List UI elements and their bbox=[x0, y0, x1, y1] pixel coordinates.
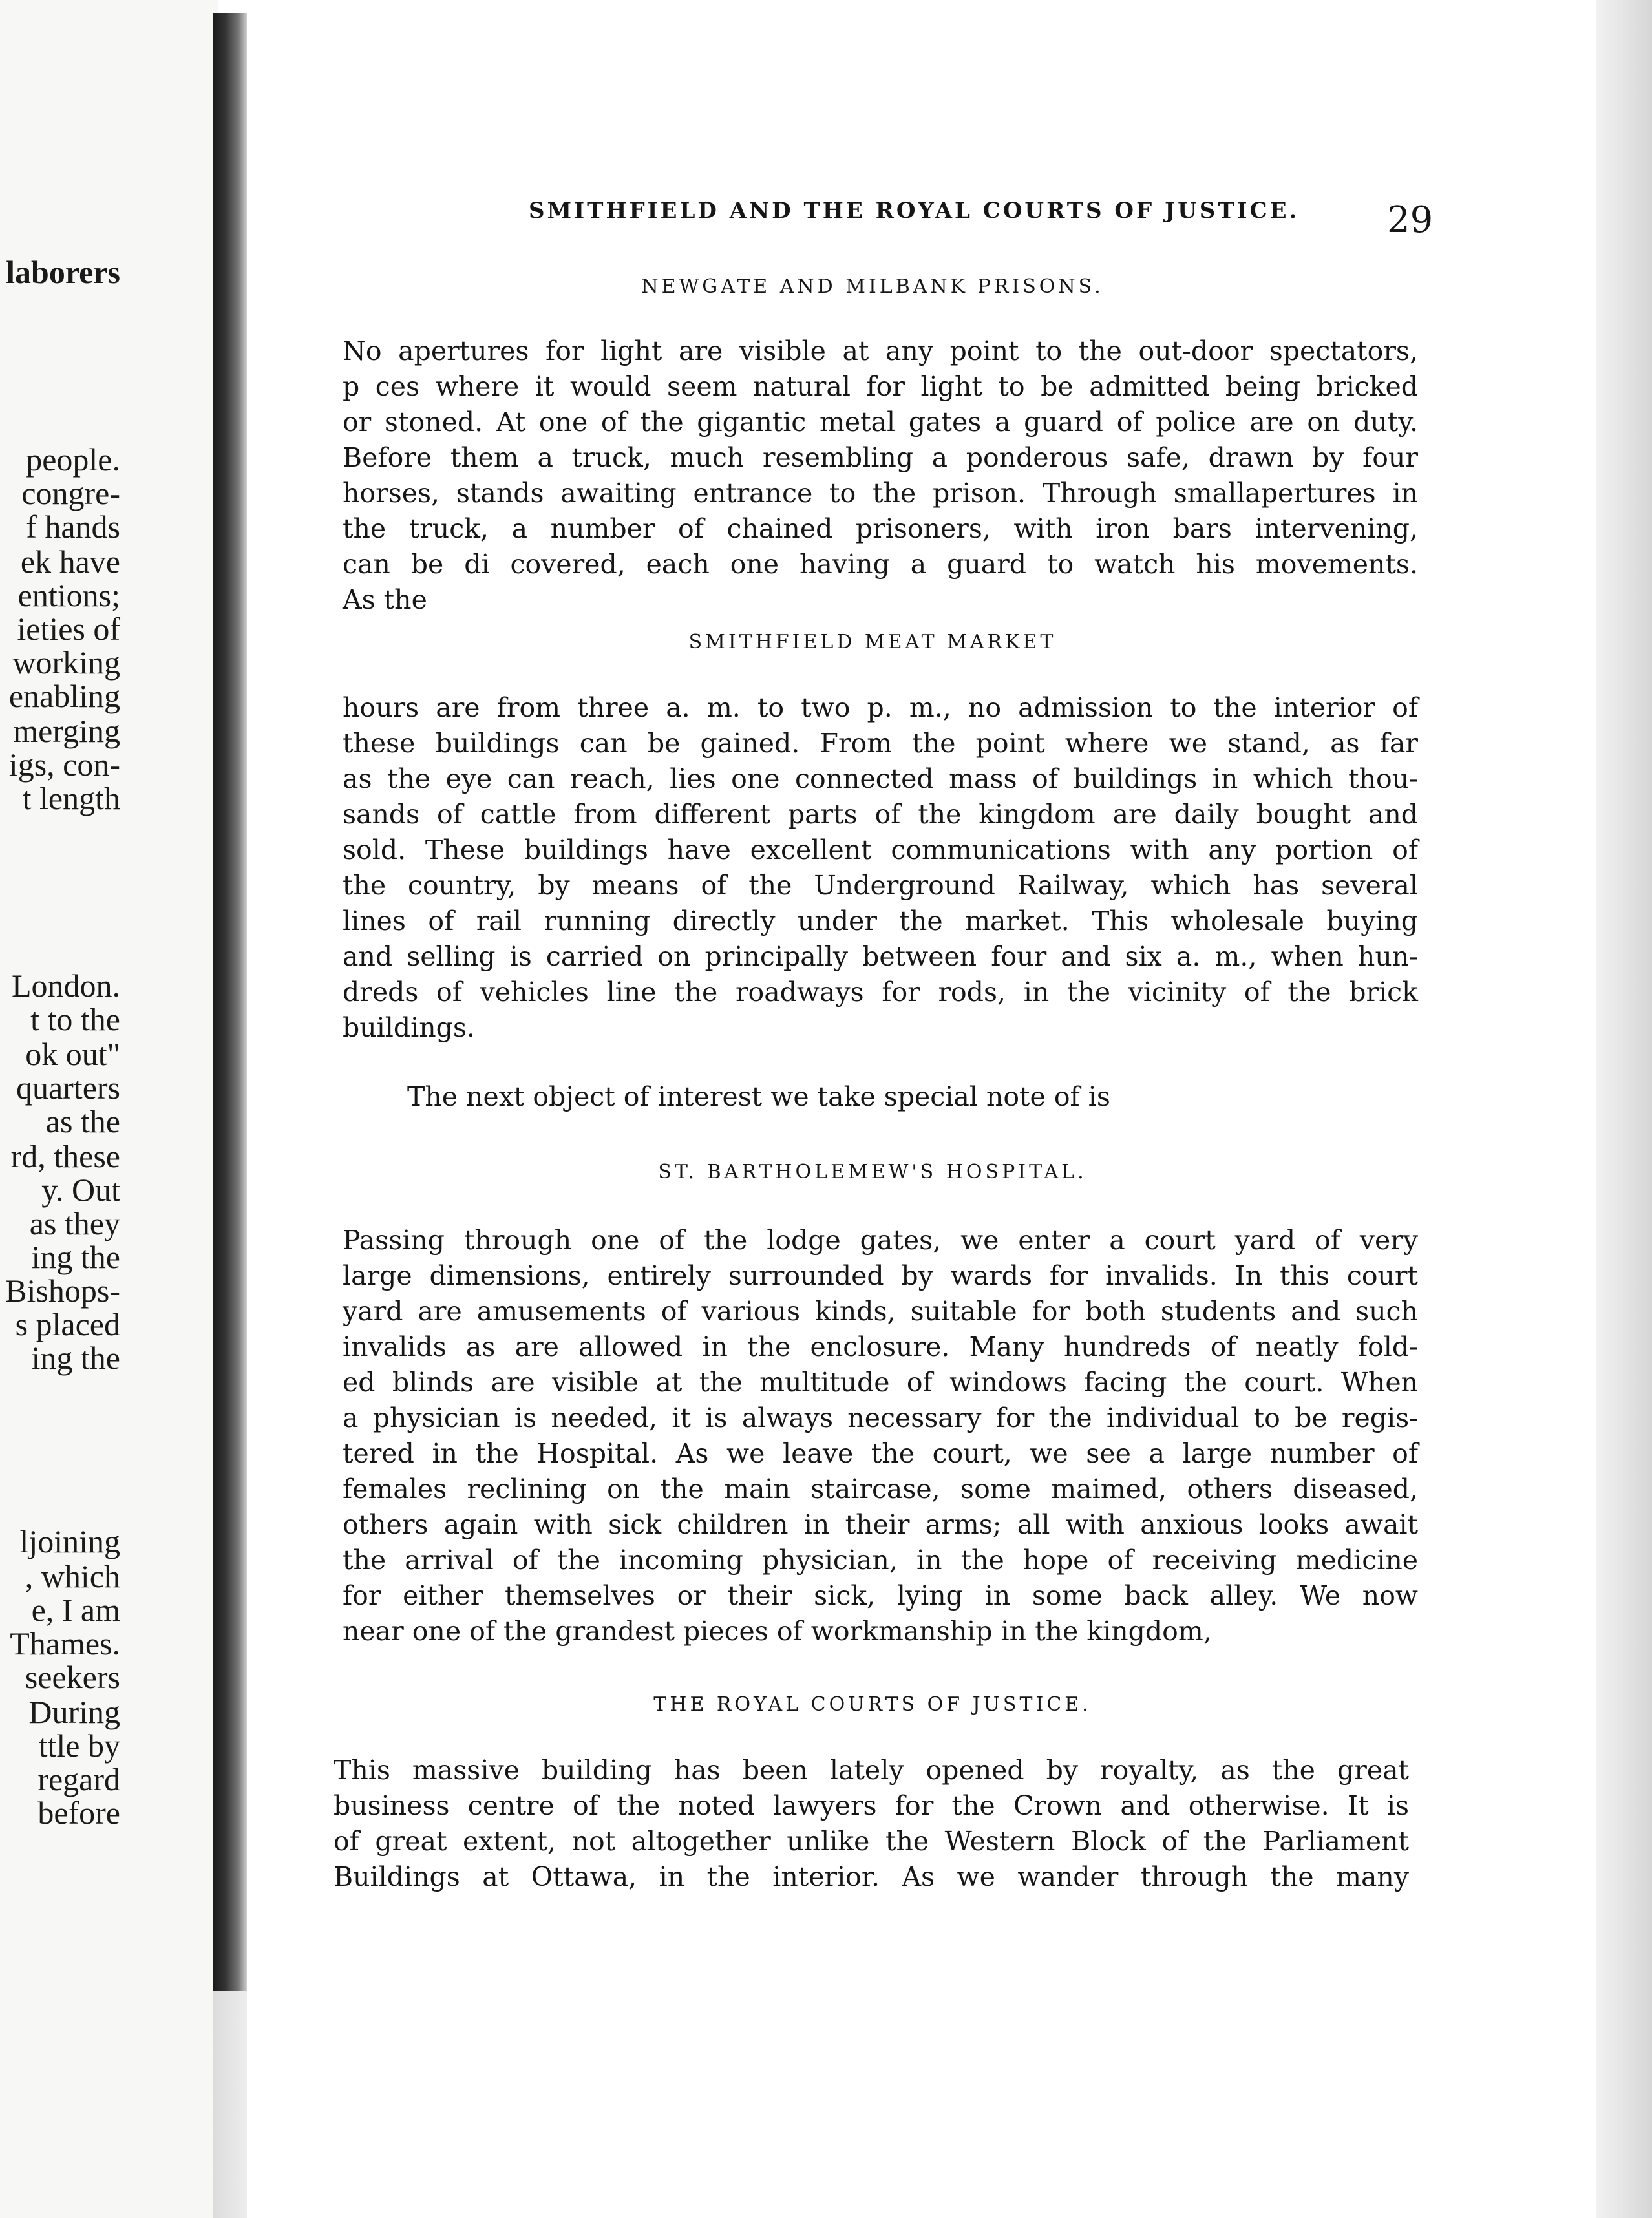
text-line: business centre of the noted lawyers for the Crown and otherwise. It is bbox=[334, 1790, 1409, 1821]
left-page-text-fragment: regard bbox=[37, 1761, 120, 1797]
text-line: tered in the Hospital. As we leave the court, we see a large number of bbox=[343, 1438, 1418, 1469]
paragraph-newgate bbox=[343, 333, 1418, 618]
left-page-text-fragment: During bbox=[28, 1694, 120, 1730]
text-line: near one of the grandest pieces of workmanship in the kingdom, bbox=[343, 1616, 1212, 1647]
text-line: No apertures for light are visible at any point to the out-door spectators, bbox=[343, 335, 1418, 366]
text-line: the arrival of the incoming physician, in the hope of receiving medicine bbox=[343, 1545, 1418, 1576]
left-page-text-fragment: ing the bbox=[31, 1239, 120, 1275]
left-page-text-fragment: ing the bbox=[31, 1340, 120, 1376]
paragraph-smithfield bbox=[343, 690, 1418, 1046]
text-line: and selling is carried on principally between four and six a. m., when hun- bbox=[343, 941, 1418, 972]
left-page-text-fragment: s placed bbox=[15, 1306, 120, 1342]
left-page-text-fragment: igs, con- bbox=[8, 746, 120, 783]
page-edge bbox=[1596, 0, 1652, 2218]
left-page-text-fragment: before bbox=[37, 1795, 120, 1831]
section-heading-hospital: ST. BARTHOLEMEW'S HOSPITAL. bbox=[658, 1161, 1087, 1183]
left-page-text-fragment: , which bbox=[25, 1558, 120, 1594]
text-line: hours are from three a. m. to two p. m., no admission to the interior of bbox=[343, 692, 1418, 723]
left-page-text-fragment: seekers bbox=[25, 1659, 120, 1695]
text-line: As the bbox=[343, 584, 427, 615]
page-number: 29 bbox=[1387, 199, 1434, 241]
left-page-text-fragment: ljoining bbox=[19, 1523, 120, 1559]
text-line: horses, stands awaiting entrance to the prison. Through smallapertures in bbox=[343, 478, 1418, 509]
left-page-text-fragment: t length bbox=[22, 780, 120, 816]
left-page-text-fragment: ttle by bbox=[38, 1727, 120, 1764]
text-line: Passing through one of the lodge gates, we enter a court yard of very bbox=[343, 1225, 1418, 1256]
running-head: SMITHFIELD AND THE ROYAL COURTS OF JUSTICE. bbox=[529, 198, 1300, 224]
left-page-text-fragment: ok out" bbox=[25, 1036, 120, 1072]
left-page-text-fragment: rd, these bbox=[10, 1138, 120, 1174]
left-page-text-fragment: t to the bbox=[30, 1001, 120, 1037]
text-line: sold. These buildings have excellent communications with any portion of bbox=[343, 834, 1418, 865]
left-page-text-fragment: as they bbox=[29, 1205, 120, 1241]
text-line: yard are amusements of various kinds, suitable for both students and such bbox=[343, 1296, 1418, 1327]
left-page-text-fragment: entions; bbox=[17, 577, 120, 613]
left-page-text-fragment: laborers bbox=[6, 254, 120, 290]
paragraph-royal-courts bbox=[334, 1753, 1409, 1895]
text-line: the country, by means of the Underground Railway, which has several bbox=[343, 870, 1418, 901]
left-page-text-fragment: congre- bbox=[21, 475, 120, 511]
section-heading-smithfield: SMITHFIELD MEAT MARKET bbox=[688, 631, 1057, 653]
left-page-text-fragment: f hands bbox=[26, 509, 120, 545]
left-page-text-fragment: enabling bbox=[8, 678, 120, 714]
text-line: p ces where it would seem natural for light to be admitted being bricked bbox=[343, 371, 1418, 402]
text-line: a physician is needed, it is always necessary for the individual to be regis- bbox=[343, 1402, 1418, 1433]
text-line: large dimensions, entirely surrounded by wards for invalids. In this court bbox=[343, 1260, 1418, 1291]
left-page-text-fragment: ek have bbox=[20, 544, 120, 580]
text-line: others again with sick children in their arms; all with anxious looks await bbox=[343, 1509, 1418, 1540]
text-line: ed blinds are visible at the multitude of windows facing the court. When bbox=[343, 1367, 1418, 1398]
binding-gutter-bottom bbox=[213, 1991, 247, 2218]
section-heading-royal-courts: THE ROYAL COURTS OF JUSTICE. bbox=[653, 1693, 1092, 1716]
text-line: sands of cattle from different parts of the kingdom are daily bought and bbox=[343, 799, 1418, 830]
left-page-text-fragment: as the bbox=[45, 1103, 120, 1139]
text-line: of great extent, not altogether unlike the Western Block of the Parliament bbox=[334, 1826, 1409, 1857]
text-line: The next object of interest we take special note of is bbox=[407, 1081, 1110, 1112]
text-line: for either themselves or their sick, lying in some back alley. We now bbox=[343, 1580, 1418, 1611]
text-line: can be di covered, each one having a guard to watch his movements. bbox=[343, 549, 1418, 580]
text-line: lines of rail running directly under the market. This wholesale buying bbox=[343, 905, 1418, 936]
left-facing-page bbox=[0, 0, 218, 2218]
left-page-text-fragment: working bbox=[12, 644, 120, 681]
text-line: buildings. bbox=[343, 1012, 475, 1043]
text-line: Buildings at Ottawa, in the interior. As we wander through the many bbox=[334, 1861, 1409, 1892]
text-line: these buildings can be gained. From the point where we stand, as far bbox=[343, 728, 1418, 759]
text-line: the truck, a number of chained prisoners, with iron bars intervening, bbox=[343, 513, 1418, 544]
left-page-text-fragment: people. bbox=[26, 441, 120, 478]
left-page-text-fragment: quarters bbox=[16, 1070, 120, 1106]
section-heading-newgate: NEWGATE AND MILBANK PRISONS. bbox=[641, 275, 1104, 298]
paragraph-next-object bbox=[407, 1079, 1377, 1115]
binding-gutter bbox=[213, 13, 247, 1991]
text-line: invalids as are allowed in the enclosure. Many hundreds of neatly fold- bbox=[343, 1331, 1418, 1362]
left-page-text-fragment: y. Out bbox=[41, 1172, 120, 1208]
text-line: females reclining on the main staircase, some maimed, others diseased, bbox=[343, 1473, 1418, 1505]
left-page-text-fragment: e, I am bbox=[31, 1592, 120, 1628]
left-page-text-fragment: merging bbox=[13, 713, 120, 749]
left-page-text-fragment: Thames. bbox=[10, 1625, 120, 1662]
paragraph-hospital bbox=[343, 1223, 1418, 1649]
text-line: Before them a truck, much resembling a ponderous safe, drawn by four bbox=[343, 442, 1418, 473]
left-page-text-fragment: Bishops- bbox=[5, 1273, 120, 1309]
text-line: as the eye can reach, lies one connected mass of buildings in which thou- bbox=[343, 763, 1418, 794]
text-line: or stoned. At one of the gigantic metal gates a guard of police are on duty. bbox=[343, 407, 1418, 438]
left-page-text-fragment: ieties of bbox=[17, 611, 120, 647]
left-page-text-fragment: London. bbox=[11, 967, 120, 1004]
text-line: This massive building has been lately opened by royalty, as the great bbox=[334, 1755, 1409, 1786]
text-line: dreds of vehicles line the roadways for rods, in the vicinity of the brick bbox=[343, 977, 1418, 1008]
